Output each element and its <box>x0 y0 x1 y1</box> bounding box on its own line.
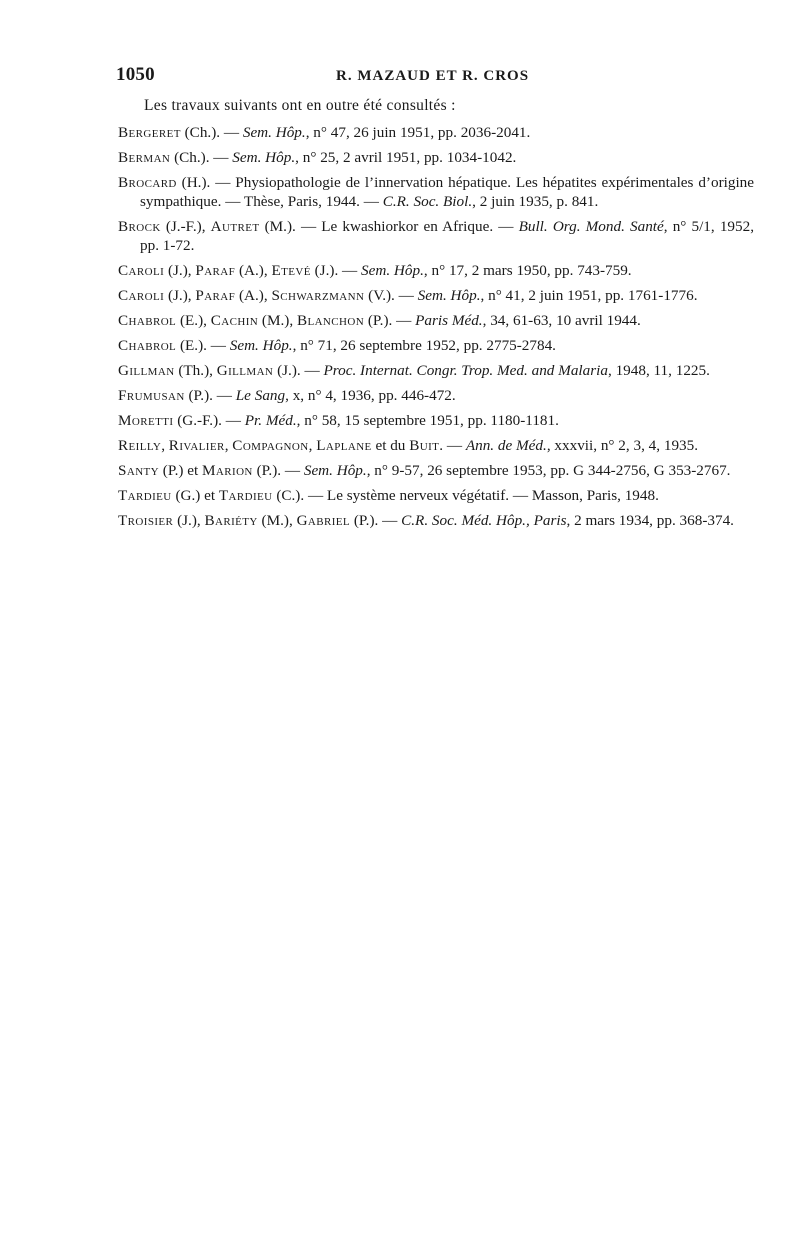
journal-title: Sem. Hôp. <box>229 337 293 354</box>
reference-text: (J.), <box>173 512 205 529</box>
reference-entry <box>118 461 754 480</box>
reference-text: (G.) et <box>171 487 219 504</box>
reference-text: . — <box>439 437 466 454</box>
reference-text: (J.-F.), <box>160 218 211 235</box>
author-name: Caroli <box>118 262 165 279</box>
journal-title: Paris Méd. <box>415 312 483 329</box>
author-name: Paraf <box>195 262 236 279</box>
reference-text: (Ch.). — <box>170 149 233 166</box>
reference-text: , xxxvii, n° 2, 3, 4, 1935. <box>546 437 699 454</box>
reference-text: (M.), <box>257 512 297 529</box>
reference-text: (J.), <box>164 262 196 279</box>
reference-text: (Th.), <box>174 362 217 379</box>
reference-text: , n° 47, 26 juin 1951, pp. 2036-2041. <box>305 124 531 141</box>
author-name: Chabrol <box>118 337 177 354</box>
author-name: Buit <box>409 437 440 454</box>
journal-title: Le Sang <box>235 387 286 404</box>
reference-text: (E.). — <box>176 337 230 354</box>
author-name: Brocard <box>118 174 177 191</box>
author-name: Brock <box>118 218 161 235</box>
journal-title: Proc. Internat. Congr. Trop. Med. and Malaria <box>323 362 608 379</box>
reference-text: , n° 25, 2 avril 1951, pp. 1034-1042. <box>295 149 517 166</box>
reference-text: (M.). — Le kwashiorkor en Afrique. — <box>259 218 519 235</box>
journal-title: Sem. Hôp. <box>242 124 306 141</box>
reference-text: , <box>308 437 317 454</box>
reference-text: , <box>224 437 233 454</box>
journal-title: Sem. Hôp. <box>232 149 296 166</box>
reference-entry <box>118 148 754 167</box>
author-name: Blanchon <box>296 312 365 329</box>
reference-text: (A.), <box>235 262 272 279</box>
reference-text: , n° 71, 26 septembre 1952, pp. 2775-2784. <box>292 337 556 354</box>
reference-entry <box>118 361 754 380</box>
journal-title: C.R. Soc. Biol. <box>382 193 473 210</box>
reference-text: , n° 41, 2 juin 1951, pp. 1761-1776. <box>480 287 698 304</box>
page-number: 1050 <box>116 64 155 85</box>
reference-text: (M.), <box>258 312 297 329</box>
reference-text: (P.). — <box>252 462 304 479</box>
journal-title: Pr. Méd. <box>244 412 297 429</box>
reference-text: (A.), <box>235 287 272 304</box>
author-name: Santy <box>118 462 159 479</box>
reference-entry <box>118 261 754 280</box>
author-name: Etevé <box>271 262 311 279</box>
reference-text: (P.). — <box>350 512 402 529</box>
reference-text: , n° 5/1, 1952, pp. 1-72. <box>140 218 754 254</box>
journal-title: Sem. Hôp. <box>361 262 424 279</box>
reference-text: (P.) et <box>159 462 203 479</box>
author-name: Gillman <box>118 362 175 379</box>
running-head: R. MAZAUD ET R. CROS <box>336 68 530 84</box>
reference-text: (G.-F.). — <box>173 412 245 429</box>
reference-text: (C.). — Le système nerveux végétatif. — Masson, Paris, 1948. <box>272 487 659 504</box>
author-name: Bergeret <box>118 124 181 141</box>
author-name: Schwarzmann <box>271 287 365 304</box>
reference-text: (J.). — <box>310 262 362 279</box>
reference-text: (Ch.). — <box>180 124 243 141</box>
reference-entry <box>118 123 754 142</box>
author-name: Marion <box>202 462 253 479</box>
reference-entry <box>118 286 754 305</box>
reference-entry <box>118 336 754 355</box>
reference-text: , 2 juin 1935, p. 841. <box>472 193 599 210</box>
reference-text: et du <box>371 437 410 454</box>
reference-text: , 1948, 11, 1225. <box>607 362 710 379</box>
reference-text: (V.). — <box>364 287 418 304</box>
author-name: Tardieu <box>118 487 172 504</box>
author-name: Laplane <box>316 437 372 454</box>
reference-text: (E.), <box>176 312 211 329</box>
reference-text: , n° 58, 15 septembre 1951, pp. 1180-1181. <box>296 412 559 429</box>
author-name: Autret <box>210 218 260 235</box>
reference-list <box>118 123 754 536</box>
reference-text: , x, n° 4, 1936, pp. 446-472. <box>285 387 456 404</box>
author-name: Gillman <box>216 362 274 379</box>
reference-text: (H.). — Physiopathologie de l’innervation hépatique. Les hépatites expérimentales d’origine sympathique. — Thèse, Paris, 1944. — <box>140 174 754 210</box>
reference-text: (P.). — <box>364 312 416 329</box>
reference-entry <box>118 173 754 211</box>
author-name: Berman <box>118 149 171 166</box>
author-name: Rivalier <box>168 437 225 454</box>
author-name: Chabrol <box>118 312 177 329</box>
author-name: Troisier <box>118 512 174 529</box>
author-name: Reilly <box>118 437 162 454</box>
reference-entry <box>118 436 754 455</box>
author-name: Frumusan <box>118 387 185 404</box>
reference-text: (J.), <box>164 287 196 304</box>
reference-text: , n° 9-57, 26 septembre 1953, pp. G 344-2756, G 353-2767. <box>366 462 731 479</box>
reference-entry <box>118 386 754 405</box>
reference-entry <box>118 311 754 330</box>
journal-title: Sem. Hôp. <box>417 287 481 304</box>
journal-title: Sem. Hôp. <box>303 462 367 479</box>
journal-title: Bull. Org. Mond. Santé <box>518 218 664 235</box>
reference-text: (P.). — <box>184 387 236 404</box>
author-name: Caroli <box>118 287 165 304</box>
author-name: Paraf <box>195 287 236 304</box>
reference-text: , <box>161 437 169 454</box>
author-name: Compagnon <box>232 437 309 454</box>
author-name: Tardieu <box>218 487 273 504</box>
author-name: Gabriel <box>296 512 351 529</box>
reference-entry <box>118 411 754 430</box>
intro-text: Les travaux suivants ont en outre été consultés : <box>144 97 456 114</box>
reference-entry <box>118 486 754 505</box>
author-name: Moretti <box>118 412 174 429</box>
author-name: Bariéty <box>204 512 258 529</box>
reference-text: , 34, 61-63, 10 avril 1944. <box>482 312 641 329</box>
journal-title: Ann. de Méd. <box>465 437 547 454</box>
reference-text: , n° 17, 2 mars 1950, pp. 743-759. <box>423 262 632 279</box>
author-name: Cachin <box>210 312 259 329</box>
journal-title: C.R. Soc. Méd. Hôp., Paris <box>401 512 567 529</box>
reference-entry <box>118 217 754 255</box>
reference-text: (J.). — <box>273 362 324 379</box>
reference-entry <box>118 511 754 530</box>
reference-text: , 2 mars 1934, pp. 368-374. <box>566 512 734 529</box>
